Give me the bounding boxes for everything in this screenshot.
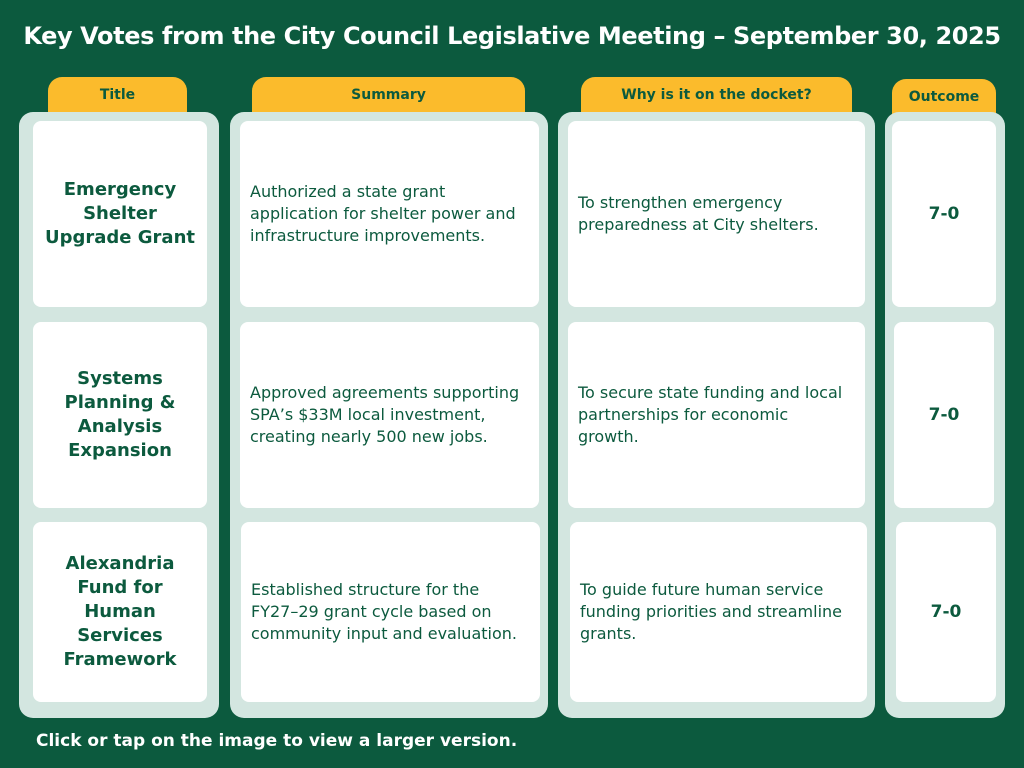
page-title: Key Votes from the City Council Legislative Meeting – September 30, 2025 (23, 22, 1001, 50)
row-3-title: Alexandria Fund for Human Services Framework (33, 522, 207, 702)
row-3-why: To guide future human service funding priorities and streamline grants. (570, 522, 867, 702)
row-2-outcome: 7-0 (894, 322, 994, 508)
row-1-summary: Authorized a state grant application for shelter power and infrastructure improvements. (240, 121, 539, 307)
row-2-title: Systems Planning & Analysis Expansion (33, 322, 207, 508)
row-2-summary: Approved agreements supporting SPA’s $33M local investment, creating nearly 500 new jobs. (240, 322, 539, 508)
row-1-outcome: 7-0 (892, 121, 996, 307)
row-2-why: To secure state funding and local partnerships for economic growth. (568, 322, 865, 508)
column-header-outcome: Outcome (892, 79, 996, 115)
column-header-title: Title (48, 77, 187, 113)
row-3-summary: Established structure for the FY27–29 grant cycle based on community input and evaluation. (241, 522, 540, 702)
row-3-outcome: 7-0 (896, 522, 996, 702)
column-header-summary: Summary (252, 77, 525, 113)
column-header-why: Why is it on the docket? (581, 77, 852, 113)
footer-note[interactable]: Click or tap on the image to view a larger version. (36, 731, 518, 751)
row-1-title: Emergency Shelter Upgrade Grant (33, 121, 207, 307)
row-1-why: To strengthen emergency preparedness at City shelters. (568, 121, 865, 307)
